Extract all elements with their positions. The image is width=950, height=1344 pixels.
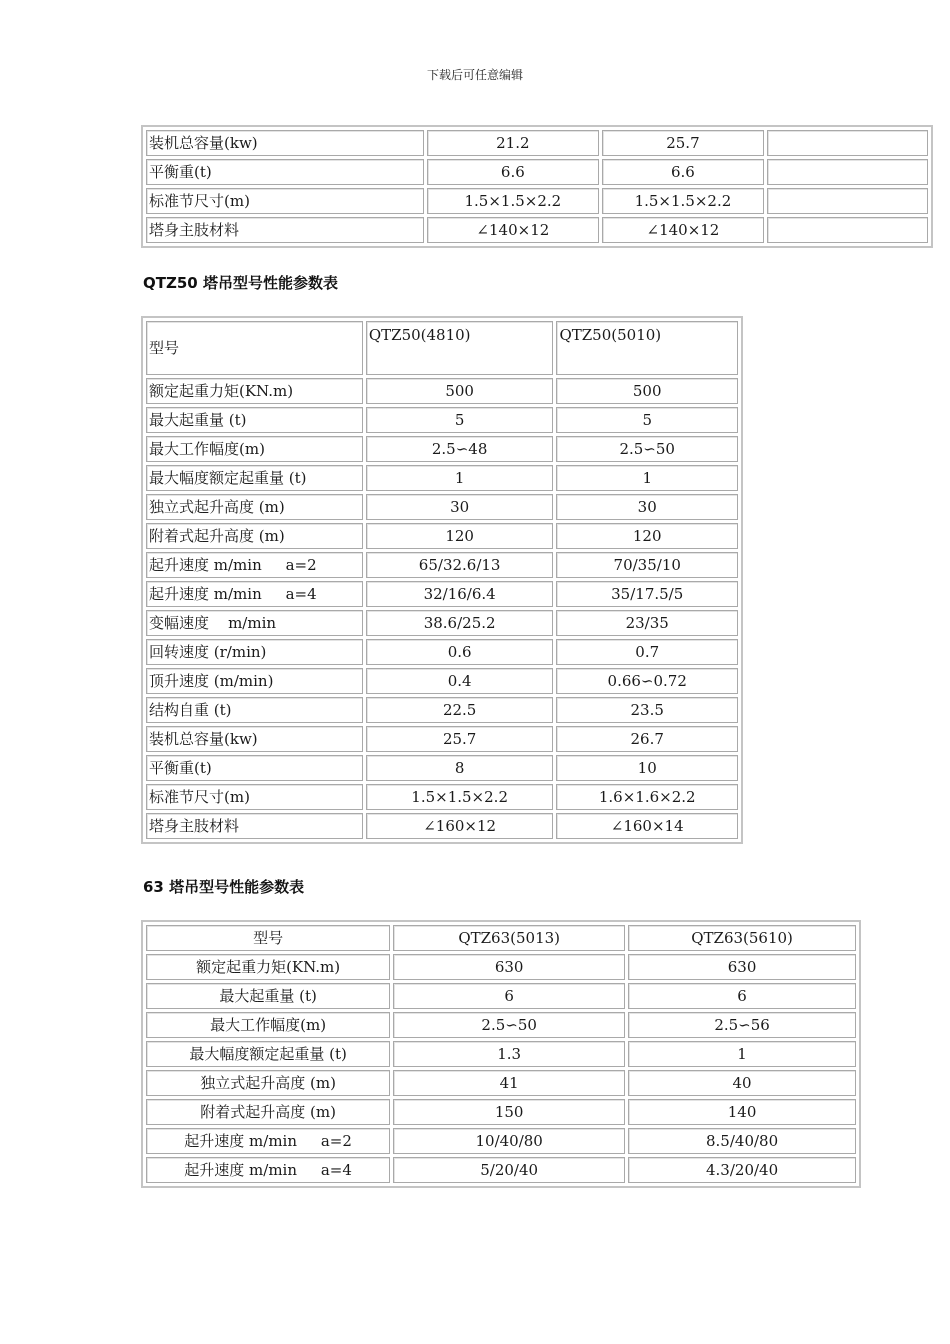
row-label: 变幅速度 m/min: [146, 610, 363, 636]
table-row: [146, 755, 738, 781]
table-row: [146, 217, 928, 243]
table-row: [146, 1041, 856, 1067]
row-value: 25.7: [602, 130, 764, 156]
row-label: 额定起重力矩(KN.m): [146, 378, 363, 404]
row-label: 装机总容量(kw): [146, 130, 424, 156]
row-label: 顶升速度 (m/min): [146, 668, 363, 694]
table-row: [146, 159, 928, 185]
row-label: 平衡重(t): [146, 159, 424, 185]
row-value: 23.5: [556, 697, 738, 723]
section-title-qtz63: 63 塔吊型号性能参数表: [143, 878, 305, 896]
spec-table-qtz50: [141, 316, 743, 844]
model-name: QTZ63(5013): [393, 925, 625, 951]
row-value: 26.7: [556, 726, 738, 752]
row-value: 630: [628, 954, 856, 980]
row-value: 1: [556, 465, 738, 491]
row-label: 装机总容量(kw): [146, 726, 363, 752]
row-value: 120: [556, 523, 738, 549]
table-row: [146, 813, 738, 839]
row-value: 630: [393, 954, 625, 980]
table-row: [146, 465, 738, 491]
row-value: 2.5∽56: [628, 1012, 856, 1038]
row-value: 1.5×1.5×2.2: [366, 784, 554, 810]
row-value: 2.5∽48: [366, 436, 554, 462]
row-label: 最大起重量 (t): [146, 407, 363, 433]
table-header-row: [146, 925, 856, 951]
row-label: 最大幅度额定起重量 (t): [146, 1041, 390, 1067]
row-value: 5/20/40: [393, 1157, 625, 1183]
row-value: 2.5∽50: [393, 1012, 625, 1038]
row-value: 41: [393, 1070, 625, 1096]
table-row: [146, 639, 738, 665]
row-value: 25.7: [366, 726, 554, 752]
row-value: 5: [556, 407, 738, 433]
row-label: 独立式起升高度 (m): [146, 494, 363, 520]
row-label: 独立式起升高度 (m): [146, 1070, 390, 1096]
row-value: 65/32.6/13: [366, 552, 554, 578]
table-row: [146, 1157, 856, 1183]
row-label: 额定起重力矩(KN.m): [146, 954, 390, 980]
row-value: 21.2: [427, 130, 599, 156]
row-value: 32/16/6.4: [366, 581, 554, 607]
row-value: [767, 130, 928, 156]
row-label: 最大幅度额定起重量 (t): [146, 465, 363, 491]
table-row: [146, 552, 738, 578]
row-value: 1.3: [393, 1041, 625, 1067]
row-value: 23/35: [556, 610, 738, 636]
row-label: 起升速度 m/min a=4: [146, 1157, 390, 1183]
table-row: [146, 523, 738, 549]
table-row: [146, 130, 928, 156]
row-label: 附着式起升高度 (m): [146, 523, 363, 549]
row-label: 标准节尺寸(m): [146, 784, 363, 810]
row-value: 30: [366, 494, 554, 520]
table-row: [146, 1099, 856, 1125]
table-row: [146, 378, 738, 404]
row-value: 140: [628, 1099, 856, 1125]
row-value: 500: [366, 378, 554, 404]
model-name: QTZ63(5610): [628, 925, 856, 951]
table-header-row: [146, 321, 738, 375]
spec-table-qtz63: [141, 920, 861, 1188]
row-value: ∠160×14: [556, 813, 738, 839]
model-header-label: 型号: [146, 925, 390, 951]
row-value: 40: [628, 1070, 856, 1096]
row-label: 起升速度 m/min a=4: [146, 581, 363, 607]
row-value: 22.5: [366, 697, 554, 723]
row-label: 塔身主肢材料: [146, 813, 363, 839]
row-label: 起升速度 m/min a=2: [146, 552, 363, 578]
table-row: [146, 436, 738, 462]
row-value: 0.6: [366, 639, 554, 665]
row-label: 起升速度 m/min a=2: [146, 1128, 390, 1154]
row-value: 1.6×1.6×2.2: [556, 784, 738, 810]
table-row: [146, 1070, 856, 1096]
row-value: 0.66∽0.72: [556, 668, 738, 694]
row-label: 回转速度 (r/min): [146, 639, 363, 665]
row-value: ∠140×12: [427, 217, 599, 243]
row-value: 35/17.5/5: [556, 581, 738, 607]
model-header-label: 型号: [146, 321, 363, 375]
row-value: 0.4: [366, 668, 554, 694]
table-row: [146, 1012, 856, 1038]
table-row: [146, 726, 738, 752]
row-value: 6: [393, 983, 625, 1009]
row-value: ∠140×12: [602, 217, 764, 243]
row-value: 38.6/25.2: [366, 610, 554, 636]
row-value: 8.5/40/80: [628, 1128, 856, 1154]
row-value: 6.6: [602, 159, 764, 185]
row-label: 最大工作幅度(m): [146, 436, 363, 462]
row-label: 结构自重 (t): [146, 697, 363, 723]
row-value: [767, 217, 928, 243]
row-value: [767, 159, 928, 185]
row-label: 平衡重(t): [146, 755, 363, 781]
row-value: 1.5×1.5×2.2: [602, 188, 764, 214]
row-value: 120: [366, 523, 554, 549]
row-value: 8: [366, 755, 554, 781]
section-title-qtz50: QTZ50 塔吊型号性能参数表: [143, 274, 338, 292]
row-value: [767, 188, 928, 214]
table-row: [146, 610, 738, 636]
table-row: [146, 954, 856, 980]
row-label: 最大起重量 (t): [146, 983, 390, 1009]
page-header-note: 下载后可任意编辑: [426, 68, 523, 82]
table-row: [146, 494, 738, 520]
table-row: [146, 407, 738, 433]
row-value: 4.3/20/40: [628, 1157, 856, 1183]
row-value: 0.7: [556, 639, 738, 665]
row-value: 10/40/80: [393, 1128, 625, 1154]
row-value: 6.6: [427, 159, 599, 185]
table-row: [146, 581, 738, 607]
row-value: 1: [628, 1041, 856, 1067]
row-value: 500: [556, 378, 738, 404]
model-name: QTZ50(5010): [556, 321, 738, 375]
row-label: 标准节尺寸(m): [146, 188, 424, 214]
row-label: 附着式起升高度 (m): [146, 1099, 390, 1125]
row-value: 1.5×1.5×2.2: [427, 188, 599, 214]
row-value: 30: [556, 494, 738, 520]
row-value: 150: [393, 1099, 625, 1125]
row-value: 2.5∽50: [556, 436, 738, 462]
table-row: [146, 697, 738, 723]
row-value: 1: [366, 465, 554, 491]
model-name: QTZ50(4810): [366, 321, 554, 375]
row-value: 6: [628, 983, 856, 1009]
row-value: 5: [366, 407, 554, 433]
row-value: 10: [556, 755, 738, 781]
row-value: 70/35/10: [556, 552, 738, 578]
row-value: ∠160×12: [366, 813, 554, 839]
row-label: 最大工作幅度(m): [146, 1012, 390, 1038]
table-row: [146, 188, 928, 214]
table-row: [146, 784, 738, 810]
spec-table-continued: [141, 125, 933, 248]
table-row: [146, 668, 738, 694]
table-row: [146, 1128, 856, 1154]
row-label: 塔身主肢材料: [146, 217, 424, 243]
table-row: [146, 983, 856, 1009]
